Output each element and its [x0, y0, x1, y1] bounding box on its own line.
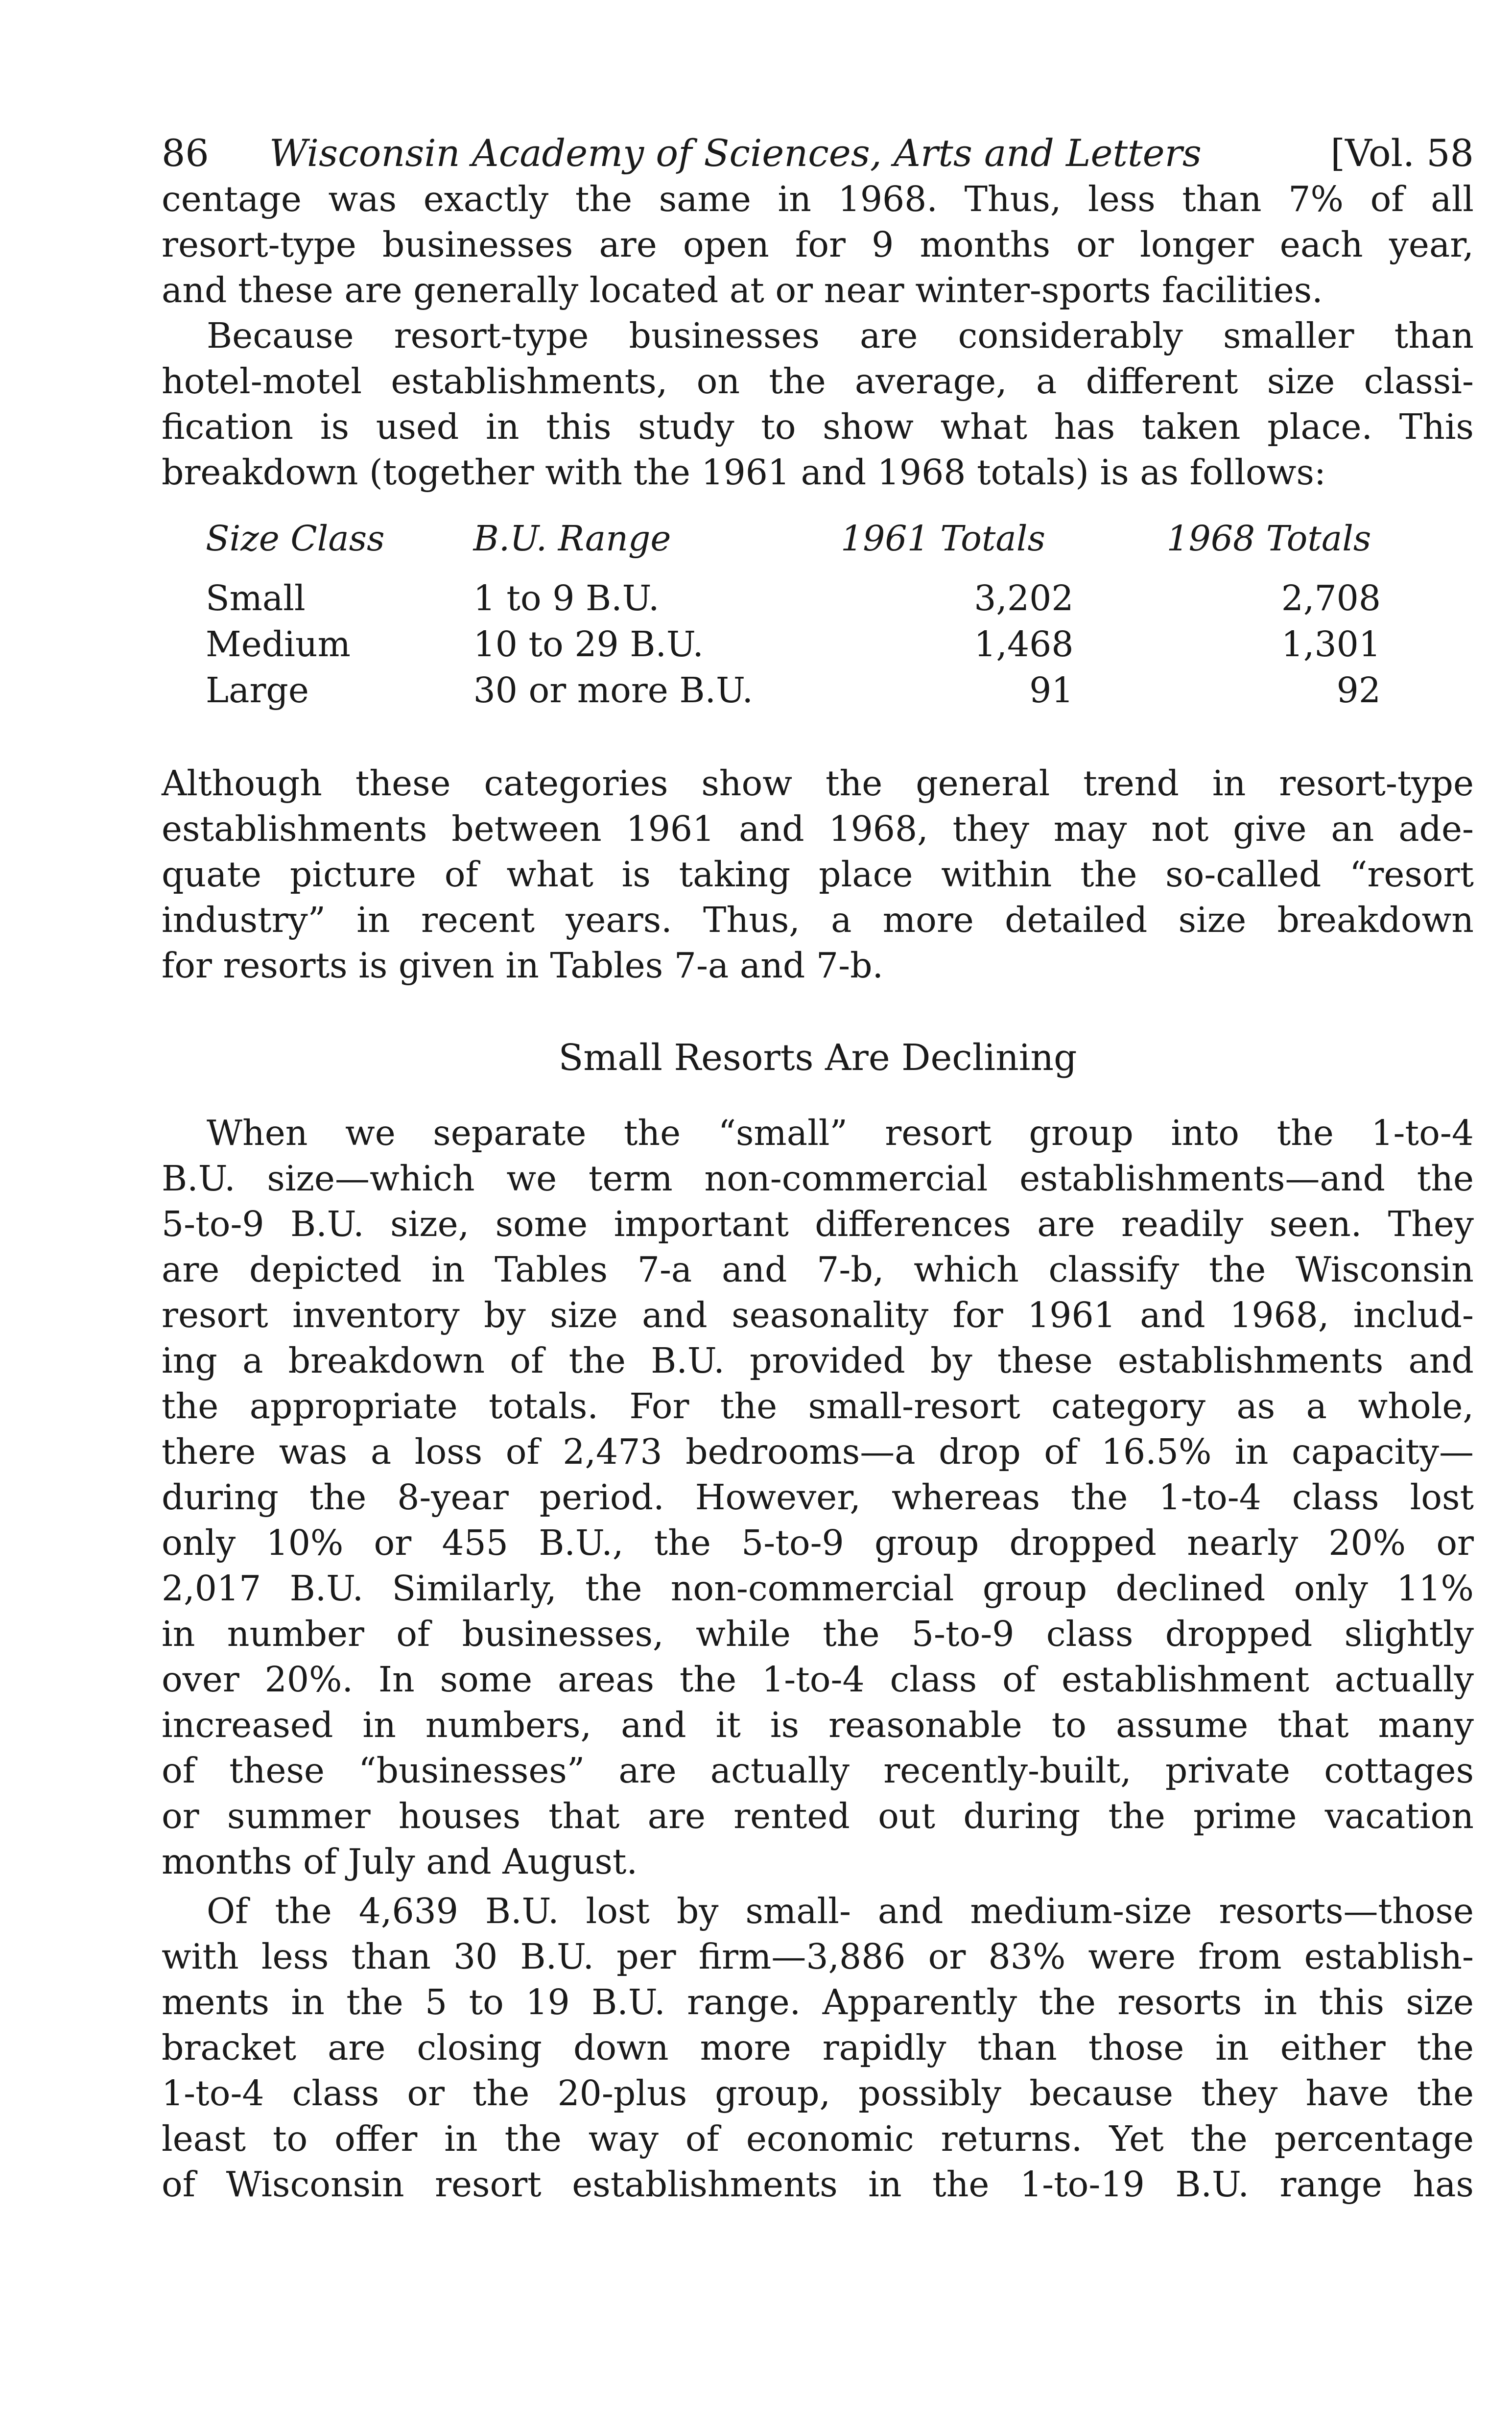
text-line: quate picture of what is taking place within the so-called “resort — [162, 854, 1474, 895]
paragraph-1 — [162, 176, 1474, 313]
text-line: during the 8-year period. However, whereas the 1-to-4 class lost — [162, 1477, 1474, 1518]
paragraph-2 — [162, 313, 1474, 495]
volume-label: [Vol. 58 — [1330, 131, 1474, 175]
text-line: fication is used in this study to show what has taken place. This — [162, 406, 1474, 447]
bu-range-cell: 10 to 29 B.U. — [473, 624, 704, 665]
bu-range-cell: 30 or more B.U. — [473, 670, 754, 711]
text-line: the appropriate totals. For the small-resort category as a whole, — [162, 1386, 1474, 1426]
paragraph-5 — [162, 1888, 1474, 2207]
text-line: B.U. size—which we term non-commercial establishments—and the — [162, 1158, 1474, 1199]
paragraph-3 — [162, 761, 1474, 988]
text-line: of these “businesses” are actually recently-built, private cottages — [162, 1750, 1474, 1791]
size-class-cell: Medium — [206, 624, 351, 665]
total-1968-cell: 92 — [1336, 670, 1381, 711]
column-header: B.U. Range — [473, 518, 671, 559]
running-head — [162, 122, 1474, 176]
text-line: months of July and August. — [162, 1841, 638, 1882]
text-line: resort inventory by size and seasonality for 1961 and 1968, includ- — [162, 1295, 1474, 1335]
size-class-cell: Small — [206, 578, 306, 618]
text-line: breakdown (together with the 1961 and 1968 totals) is as follows: — [162, 452, 1326, 493]
text-line: Because resort-type businesses are considerably smaller than — [207, 315, 1474, 356]
text-line: bracket are closing down more rapidly than those in either the — [162, 2027, 1474, 2068]
size-class-table — [206, 516, 1474, 713]
page — [162, 122, 1474, 2207]
total-1961-cell: 1,468 — [974, 624, 1074, 665]
text-line: resort-type businesses are open for 9 months or longer each year, — [162, 224, 1474, 265]
text-line: When we separate the “small” resort group into the 1-to-4 — [207, 1113, 1474, 1153]
table-row — [206, 575, 1474, 621]
column-header: 1961 Totals — [841, 518, 1045, 559]
table-row — [206, 667, 1474, 713]
text-line: Although these categories show the general trend in resort-type — [162, 763, 1474, 804]
text-line: ments in the 5 to 19 B.U. range. Apparently the resorts in this size — [162, 1982, 1474, 2022]
text-line: ing a breakdown of the B.U. provided by these establishments and — [162, 1340, 1474, 1381]
total-1968-cell: 1,301 — [1281, 624, 1381, 665]
text-line: 5-to-9 B.U. size, some important differences are readily seen. They — [162, 1204, 1474, 1244]
table-header-row — [206, 516, 1474, 575]
text-line: Of the 4,639 B.U. lost by small- and medium-size resorts—those — [207, 1891, 1474, 1931]
text-line: or summer houses that are rented out during the prime vacation — [162, 1796, 1474, 1836]
journal-title: Wisconsin Academy of Sciences, Arts and Letters — [269, 131, 1202, 175]
total-1968-cell: 2,708 — [1281, 578, 1381, 618]
text-line: 2,017 B.U. Similarly, the non-commercial group declined only 11% — [162, 1568, 1474, 1609]
total-1961-cell: 91 — [1029, 670, 1074, 711]
text-line: there was a loss of 2,473 bedrooms—a drop of 16.5% in capacity— — [162, 1431, 1474, 1472]
text-line: for resorts is given in Tables 7-a and 7-b. — [162, 945, 884, 986]
paragraph-4 — [162, 1110, 1474, 1884]
text-line: over 20%. In some areas the 1-to-4 class of establishment actually — [162, 1659, 1474, 1700]
section-heading: Small Resorts Are Declining — [558, 1037, 1077, 1079]
text-line: industry” in recent years. Thus, a more detailed size breakdown — [162, 900, 1474, 940]
bu-range-cell: 1 to 9 B.U. — [473, 578, 660, 618]
text-line: and these are generally located at or near winter-sports facilities. — [162, 270, 1323, 310]
text-line: centage was exactly the same in 1968. Thus, less than 7% of all — [162, 179, 1474, 219]
text-line: in number of businesses, while the 5-to-9 class dropped slightly — [162, 1614, 1474, 1654]
total-1961-cell: 3,202 — [974, 578, 1074, 618]
text-line: of Wisconsin resort establishments in the 1-to-19 B.U. range has — [162, 2164, 1474, 2205]
column-header: Size Class — [206, 518, 385, 559]
text-line: with less than 30 B.U. per firm—3,886 or 83% were from establish- — [162, 1936, 1474, 1977]
text-line: least to offer in the way of economic returns. Yet the percentage — [162, 2118, 1474, 2159]
text-line: 1-to-4 class or the 20-plus group, possibly because they have the — [162, 2073, 1474, 2114]
text-line: are depicted in Tables 7-a and 7-b, which classify the Wisconsin — [162, 1249, 1474, 1290]
table-row — [206, 621, 1474, 667]
text-line: increased in numbers, and it is reasonable to assume that many — [162, 1705, 1474, 1745]
text-line: hotel-motel establishments, on the average, a different size classi- — [162, 361, 1474, 402]
text-line: only 10% or 455 B.U., the 5-to-9 group dropped nearly 20% or — [162, 1522, 1474, 1563]
page-number: 86 — [162, 131, 209, 175]
size-class-cell: Large — [206, 670, 309, 711]
text-line: establishments between 1961 and 1968, they may not give an ade- — [162, 808, 1474, 849]
column-header: 1968 Totals — [1166, 518, 1371, 559]
